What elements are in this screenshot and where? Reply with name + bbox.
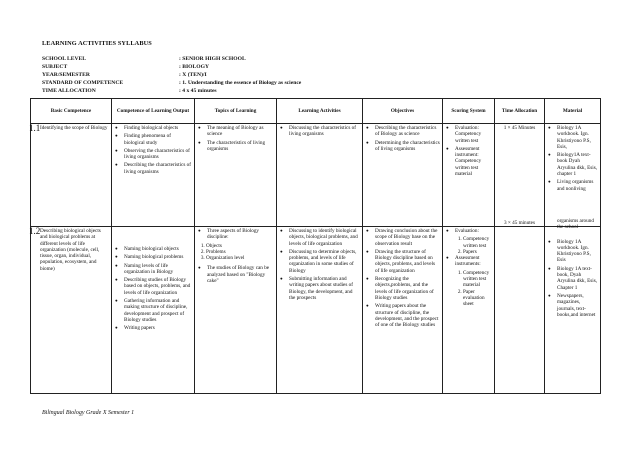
cell-activities bbox=[277, 227, 363, 394]
header-material: Material bbox=[545, 99, 601, 124]
list-item: ● Describing the characteristics of living organisms bbox=[114, 162, 192, 175]
header-basic-competence: Basic Competence bbox=[31, 99, 112, 124]
cell-material bbox=[545, 218, 601, 394]
meta-key: YEAR/SEMESTER bbox=[42, 71, 90, 78]
header-objectives: Objectives bbox=[363, 99, 443, 124]
document-title: LEARNING ACTIVITIES SYLLABUS bbox=[42, 40, 152, 47]
list-item: ● Naming levels of life organization in Biology bbox=[114, 263, 192, 276]
cell-scoring bbox=[443, 124, 495, 227]
list-item: ● Discussing to determine objects, problems, and levels of life organization in some studies of Biology bbox=[279, 249, 360, 274]
table-row bbox=[31, 124, 601, 227]
list-item: ● Discussing to identify biological objects, biological problems, and levels of life organization bbox=[279, 228, 360, 247]
header-learning-output: Competence of Learning Output bbox=[112, 99, 195, 124]
list-item: ● Finding phenomena of biological study bbox=[114, 133, 192, 146]
meta-key: SCHOOL LEVEL bbox=[42, 56, 86, 62]
list-item: ● Evaluation: bbox=[445, 228, 492, 234]
meta-value: : X (TEN)/I bbox=[179, 71, 207, 78]
list-item: ● Drawing the structure of Biology discipline based on objects, problems, and levels of life organization bbox=[365, 249, 440, 274]
list-item: ● Newspapers, magazines, journals, text-books,and internet bbox=[547, 293, 598, 318]
list-item: 2. Papers bbox=[463, 249, 492, 255]
list-item: ● Determining the characteristics of living organisms bbox=[365, 140, 440, 153]
list-item: ● Recognizing the objects,problems, and the levels of life organization of Biology studies bbox=[365, 276, 440, 301]
list-item: ● Three aspects of Biology discipline: bbox=[197, 228, 274, 241]
meta-row bbox=[42, 64, 301, 72]
meta-row bbox=[42, 72, 301, 80]
list-item: ● Drawing conclusion about the scope of Biology base on the observation result bbox=[365, 228, 440, 247]
cell-scoring bbox=[443, 227, 495, 394]
meta-value: : BIOLOGY bbox=[179, 63, 209, 70]
material-continued: organisms around the school bbox=[557, 218, 594, 231]
list-item: 2. Problems bbox=[206, 249, 274, 255]
cell-basic-competence bbox=[31, 227, 112, 394]
list-item: ● The meaning of Biology as science bbox=[197, 125, 274, 138]
header-time: Time Allocation bbox=[495, 99, 545, 124]
cell-topics bbox=[195, 124, 277, 227]
list-item: ● Assessment instruments: bbox=[445, 255, 492, 268]
table-row bbox=[31, 227, 601, 394]
meta-row bbox=[42, 88, 301, 96]
syllabus-meta bbox=[42, 56, 301, 96]
list-item: ● Writing papers bbox=[114, 325, 192, 331]
list-item: ● Biology 1A workbook. Ign. Khristiyono P.S, Esis, bbox=[547, 125, 598, 150]
meta-row bbox=[42, 56, 301, 64]
time-value: 3 × 45 minutes bbox=[503, 220, 536, 226]
list-item: ● Evaluation: Competency written test bbox=[445, 125, 492, 144]
header-scoring: Scoring System bbox=[443, 99, 495, 124]
list-item: 2. Paper evaluation sheet bbox=[463, 289, 492, 308]
cell-basic-competence bbox=[31, 124, 112, 227]
cell-material bbox=[545, 124, 601, 227]
page-footer: Bilingual Biology Grade X Semester 1 bbox=[42, 410, 135, 416]
basic-competence-text: Describing biological objects and biological problems at different levels of life organization (molecule, cell, tissue, organ, individual, population, ecosystem, and biome) bbox=[40, 228, 101, 272]
list-item: ● Gathering information and making structure of discipline, development and prospect of Biology studies bbox=[114, 298, 192, 323]
list-item: ● Discussing the characteristics of living organisms bbox=[279, 125, 360, 138]
list-item: ● Biology 1A text-book, Dyah Aryulina dkk, Esis, Chapter 1 bbox=[547, 266, 598, 291]
cell-objectives bbox=[363, 227, 443, 394]
list-item: ● Describing the characteristics of Biology as science bbox=[365, 125, 440, 138]
meta-value: : 4 x 45 minutes bbox=[179, 87, 217, 94]
list-item: ● Biology1A text-book Dyah Aryulina dkk, Esis, chapter 1 bbox=[547, 152, 598, 177]
list-item: 1. Competency written test material bbox=[463, 270, 492, 289]
list-item: ● Living organisms and nonliving bbox=[547, 179, 598, 192]
meta-value: : SENIOR HIGH SCHOOL bbox=[179, 56, 246, 62]
table-header-row bbox=[31, 99, 601, 124]
cell-objectives bbox=[363, 124, 443, 227]
meta-value: : 1. Understanding the essence of Biology as science bbox=[179, 79, 302, 86]
cell-time bbox=[495, 220, 545, 394]
list-item: ● Finding biological objects bbox=[114, 125, 192, 131]
competence-number: 1.2 bbox=[29, 226, 41, 236]
meta-row bbox=[42, 80, 301, 88]
list-item: ● The characteristics of living organisms bbox=[197, 140, 274, 153]
list-item: ● Naming biological problems bbox=[114, 254, 192, 260]
competence-number: 1.1 bbox=[29, 123, 41, 133]
syllabus-table bbox=[30, 98, 601, 394]
list-item: 3. Organization level bbox=[206, 255, 274, 261]
list-item: ● Naming biological objects bbox=[114, 246, 192, 252]
cell-time: 1 × 45 Minutes bbox=[495, 124, 545, 227]
cell-topics bbox=[195, 227, 277, 394]
cell-learning-output bbox=[112, 227, 195, 394]
list-item: 1. Objects bbox=[206, 243, 274, 249]
list-item: 1. Competency written test bbox=[463, 236, 492, 249]
list-item: ● Assessment instrument: Competency written test material bbox=[445, 146, 492, 177]
list-item: ● Submitting information and writing papers about studies of Biology, the development, and the prospects bbox=[279, 276, 360, 301]
header-topics: Topics of Learning bbox=[195, 99, 277, 124]
meta-key: SUBJECT bbox=[42, 63, 68, 70]
list-item: ● Writing papers about the structure of discipline, the development, and the prospect of one of the Biology studies bbox=[365, 303, 440, 328]
list-item: ● Biology 1A workbook. Ign. Khristiyono P.S, Esis bbox=[547, 239, 598, 264]
basic-competence-text: Identifying the scope of Biology bbox=[40, 125, 108, 131]
meta-key: STANDARD OF COMPETENCE bbox=[42, 79, 124, 86]
meta-key: TIME ALLOCATION bbox=[42, 87, 96, 94]
list-item: ● Observing the characteristics of living organisms bbox=[114, 148, 192, 161]
cell-learning-output bbox=[112, 124, 195, 227]
cell-activities bbox=[277, 124, 363, 227]
list-item: ● Describing studies of Biology based on objects, problems, and levels of life organization bbox=[114, 277, 192, 296]
header-activities: Learning Activities bbox=[277, 99, 363, 124]
list-item: ● The studies of Biology can be analyzed based on "Biology cake" bbox=[197, 265, 274, 284]
